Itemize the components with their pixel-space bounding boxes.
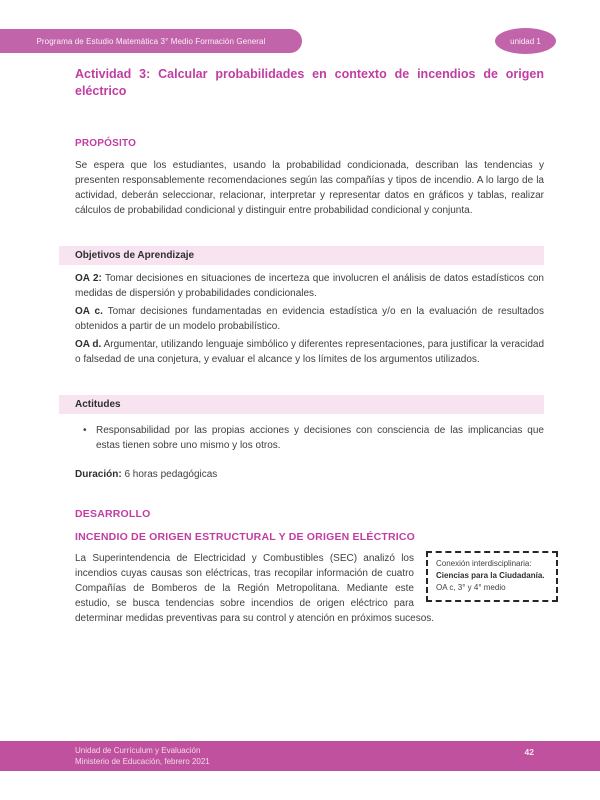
connection-line-2: Ciencias para la Ciudadanía. [436,571,545,580]
content-column [59,66,544,626]
duracion-label: Duración: [75,469,122,480]
activity-title: Actividad 3: Calcular probabilidades en contexto de incendios de origen eléctrico [75,67,544,98]
footer-line-1: Unidad de Currículum y Evaluación [75,746,201,755]
connection-line-1: Conexión interdisciplinaria: [436,559,532,568]
page-number: 42 [524,747,534,757]
proposito-heading: PROPÓSITO [75,138,137,149]
desarrollo-paragraph-wrap [75,551,544,626]
duracion-line [75,469,544,480]
page-footer [0,741,600,771]
program-badge [0,29,302,53]
program-badge-label: Programa de Estudio Matemática 3° Medio Formación General [36,36,266,46]
desarrollo-heading: DESARROLLO [75,508,151,520]
interdisciplinary-connection-box [426,551,558,602]
footer-line-2: Ministerio de Educación, febrero 2021 [75,757,210,766]
connection-line-3: OA c, 3° y 4° medio [436,583,506,592]
actitudes-bullet-item [83,424,544,453]
actitudes-section-bar: Actitudes [59,395,544,414]
bullet-marker: • [83,425,87,436]
oa-item-label: OA d. [75,339,102,350]
oa-item-text: Argumentar, utilizando lenguaje simbólico y diferentes representaciones, para justificar la veracidad o falsedad de una conjetura, y evaluar el alcance y los límites de los argumentos utilizados. [75,339,545,365]
oa-item-text: Tomar decisiones en situaciones de incerteza que involucren el análisis de datos estadísticos con medidas de dispersión y probabilidades condicionales. [75,273,544,299]
duracion-value: 6 horas pedagógicas [121,469,218,480]
oa-item [75,305,544,334]
oa-item-text: Tomar decisiones fundamentadas en evidencia estadística y/o en la evaluación de resultados obtenidos a partir de un modelo probabilístico. [75,306,544,332]
unit-badge [495,28,556,54]
unit-badge-label: unidad 1 [510,36,541,46]
actitudes-bullet-text: Responsabilidad por las propias acciones y decisiones con consciencia de las implicancias que estas tienen sobre uno mismo y los otros. [96,425,544,451]
footer-credits [75,745,210,767]
oa-item-label: OA 2: [75,273,102,284]
oa-item [75,338,544,367]
oa-item-label: OA c. [75,306,103,317]
proposito-paragraph: Se espera que los estudiantes, usando la probabilidad condicionada, describan las tendencias y presenten responsablemente recomendaciones según las compañías y tipos de incendio. A lo largo de la actividad, deberán seleccionar, relacionar, interpretar y representar datos en gráficos y tablas, realizar cálculos de probabilidad condicional y distinguir entre probabilidad condicional y conjunta. [75,160,544,216]
incendio-subheading: INCENDIO DE ORIGEN ESTRUCTURAL Y DE ORIGEN ELÉCTRICO [75,531,416,543]
desarrollo-paragraph: La Superintendencia de Electricidad y Combustibles (SEC) analizó los incendios cuyas causas son eléctricas, tras recopilar información de cuatro Compañías de Bomberos de la Región Metropolitana. Mediante este estudio, se busca tendencias sobre incendios de origen eléctrico para determinar medidas preventivas para su control y atención en próximos sucesos. [75,553,435,624]
oa-item [75,272,544,301]
objetivos-section-bar: Objetivos de Aprendizaje [59,246,544,265]
